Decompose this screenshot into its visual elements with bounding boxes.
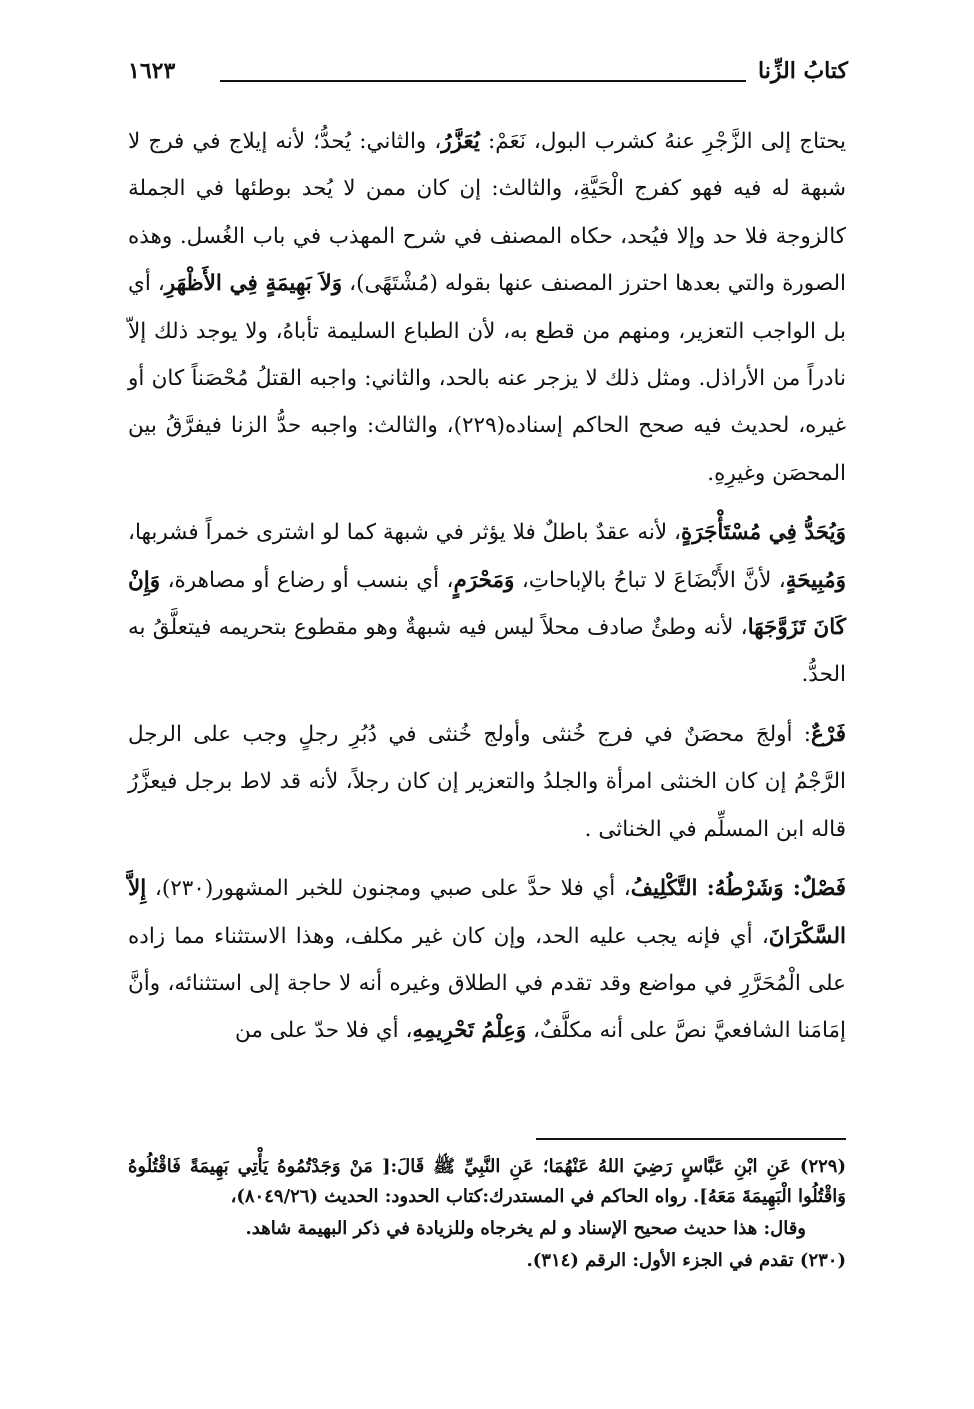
page-body (128, 118, 846, 1067)
paragraph-3 (128, 711, 846, 853)
chapter-title: كتابُ الزِّنا (758, 58, 848, 84)
header-rule (220, 80, 746, 82)
text: : أولجَ محصَنٌ في فرج خُنثى وأولج خُنثى في دُبُرِ رجلٍ وجب على الرجل الرَّجْمُ إن كان الخنثى امرأة والجلدُ والتعزير إن كان رجلاً، لأنه قد لاط برجل فيعزَّرُ قاله ابن المسلِّم في الخناثى . (128, 721, 846, 842)
page-header (128, 58, 848, 94)
text: ، لأنه وطئٌ صادف محلاً ليس فيه شبهةٌ وهو مقطوع بتحريمه فيتعلَّقُ به الحدُّ. (128, 615, 846, 688)
keyword: فَصْلٌ: وَشَرْطُهُ: التَّكْلِيفُ (630, 876, 846, 902)
page-number: ١٦٢٣ (128, 58, 176, 84)
paragraph-2 (128, 509, 846, 699)
text: ، لأنه عقدٌ باطلٌ فلا يؤثر في شبهة كما لو اشترى خمراً فشربها، (128, 520, 681, 546)
keyword: وَعِلْمُ تَحْرِيمِهِ (412, 1018, 527, 1044)
text: ، لأنَّ الأَبْضَاعَ لا تباحُ بالإباحاتِ، (514, 567, 786, 593)
text: ، والثاني: يُحدُّ؛ لأنه إيلاج في فرج لا شبهة له فيه فهو كفرج الْحَيَّةِ، والثالث: إن كان ممن لا يُحد بوطئها في الجملة كالزوجة فلا حد وإلا فيُحد، حكاه المصنف في شرح المهذب في باب الغُسل. وهذه الصورة والتي بعدها احترز المصنف عنها بقوله (مُشْتَهًى)، (128, 129, 846, 297)
footnote-separator (536, 1138, 846, 1140)
text: ، أي بل الواجب التعزير، ومنهم من قطع به، لأن الطباع السليمة تأباهُ، ولا يوجد ذلك إلاّ نادراً من الأراذل. ومثل ذلك لا يزجر عنه بالحد، والثاني: واجبه القتلُ مُحْصَناً كان أو غيره، لحديث فيه صحح الحاكم إسناده (128, 271, 846, 439)
text: ، أي فلا حدّ على من (235, 1018, 413, 1044)
keyword: وَيُحَدُّ فِي مُسْتَأْجَرَةٍ (681, 520, 846, 546)
keyword: وَإِنْ كَانَ تَزَوَّجَهَا (128, 567, 846, 641)
keyword: وَمُبِيحَةٍ (785, 567, 846, 593)
footnote-229: (٢٢٩) عَنِ ابْنِ عَبَّاسٍ رَضِيَ اللهُ عَنْهُمَا؛ عَنِ النَّبِيِّ ﷺ قَالَ:[ مَنْ وَجَدْتُمُوهُ يَأْتِي بَهِيمَةً فَاقْتُلُوهُ وَاقْتُلُوا الْبَهِيمَةَ مَعَهُ]. رواه الحاكم في المستدرك:كتاب الحدود: الحديث (٨٠٤٩/٢٦)، (128, 1156, 846, 1207)
text: ، (146, 876, 162, 902)
footnote-ref-230: (٢٣٠) (161, 876, 214, 902)
footnote-229-continued: وقال: هذا حديث صحيح الإسناد و لم يخرجاه وللزيادة في ذكر البهيمة شاهد. (245, 1218, 806, 1239)
footnote-230: (٢٣٠) تقدم في الجزء الأول: الرقم (٣١٤). (526, 1250, 846, 1271)
text: يحتاج إلى الزَّجْرِ عنهُ كشرب البول، نَعَمْ: (479, 129, 846, 154)
keyword: وَلاَ بَهِيمَةٍ فِي الأَظْهَرِ (164, 271, 343, 297)
text: ، أي بنسب أو رضاع أو مصاهرة، (160, 567, 454, 593)
keyword: فَرْعٌ (811, 721, 846, 747)
keyword: وَمَحْرَمٍ (453, 567, 515, 593)
paragraph-1 (128, 118, 846, 497)
text: ، أي فإنه يجب عليه الحد، وإن كان غير مكلف، وهذا الاستثناء مما زاده على الْمُحَرَّرِ في مواضع وقد تقدم في الطلاق وغيره أنه لا حاجة إلى استثنائه، وأنَّ إمَامَنا الشافعيَّ نصَّ على أنه مكلَّفٌ، (128, 923, 846, 1044)
text: ، أي فلا حدَّ على صبي ومجنون للخبر المشهور (213, 876, 631, 902)
text: ، والثالث: واجبه حدُّ الزنا فيفرَّقُ بين المحصَن وغيرِهِ. (128, 413, 846, 486)
keyword: إِلاَّ السَّكْرَانَ (128, 876, 846, 949)
keyword: يُعَزَّرُ (441, 129, 480, 154)
footnotes (128, 1152, 846, 1278)
paragraph-4 (128, 865, 846, 1055)
footnote-ref-229: (٢٢٩) (453, 413, 506, 439)
